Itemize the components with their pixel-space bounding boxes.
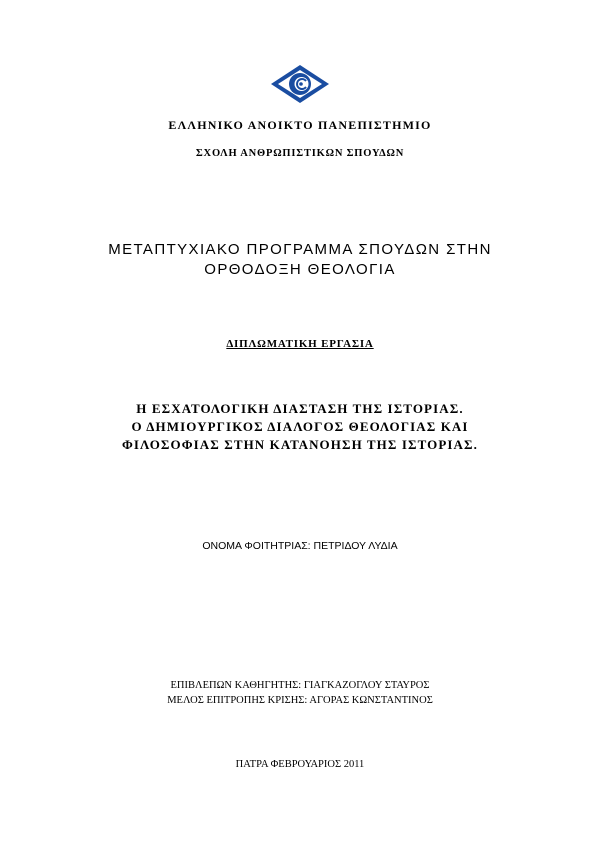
university-name: ΕΛΛΗΝΙΚΟ ΑΝΟΙΚΤΟ ΠΑΝΕΠΙΣΤΗΜΙΟ [168,118,432,132]
thesis-title-line: Ο ΔΗΜΙΟΥΡΓΙΚΟΣ ΔΙΑΛΟΓΟΣ ΘΕΟΛΟΓΙΑΣ ΚΑΙ [131,419,469,434]
thesis-title-line: ΦΙΛΟΣΟΦΙΑΣ ΣΤΗΝ ΚΑΤΑΝΟΗΣΗ ΤΗΣ ΙΣΤΟΡΙΑΣ. [122,437,478,452]
supervisor-line: ΕΠΙΒΛΕΠΩΝ ΚΑΘΗΓΗΤΗΣ: ΓΙΑΓΚΑΖΟΓΛΟΥ ΣΤΑΥΡΟΣ [170,680,430,691]
program-title-line: ΜΕΤΑΠΤΥΧΙΑΚΟ ΠΡΟΓΡΑΜΜΑ ΣΠΟΥΔΩΝ ΣΤΗΝ [108,241,492,258]
student-name: ΟΝΟΜΑ ΦΟΙΤΗΤΡΙΑΣ: ΠΕΤΡΙΔΟΥ ΛΥΔΙΑ [202,540,398,552]
program-title-line: ΟΡΘΟΔΟΞΗ ΘΕΟΛΟΓΙΑ [204,261,396,278]
thesis-type-heading: ΔΙΠΛΩΜΑΤΙΚΗ ΕΡΓΑΣΙΑ [226,338,374,350]
committee-block [0,678,600,708]
committee-member-line: ΜΕΛΟΣ ΕΠΙΤΡΟΠΗΣ ΚΡΙΣΗΣ: ΑΓΟΡΑΣ ΚΩΝΣΤΑΝΤΙΝΟΣ [167,695,433,706]
school-name: ΣΧΟΛΗ ΑΝΘΡΩΠΙΣΤΙΚΩΝ ΣΠΟΥΔΩΝ [195,148,405,159]
thesis-title [0,400,600,454]
thesis-title-line: Η ΕΣΧΑΤΟΛΟΓΙΚΗ ΔΙΑΣΤΑΣΗ ΤΗΣ ΙΣΤΟΡΙΑΣ. [136,401,464,416]
program-title [0,240,600,280]
place-date: ΠΑΤΡΑ ΦΕΒΡΟΥΑΡΙΟΣ 2011 [235,759,365,770]
university-logo-icon [270,64,330,104]
